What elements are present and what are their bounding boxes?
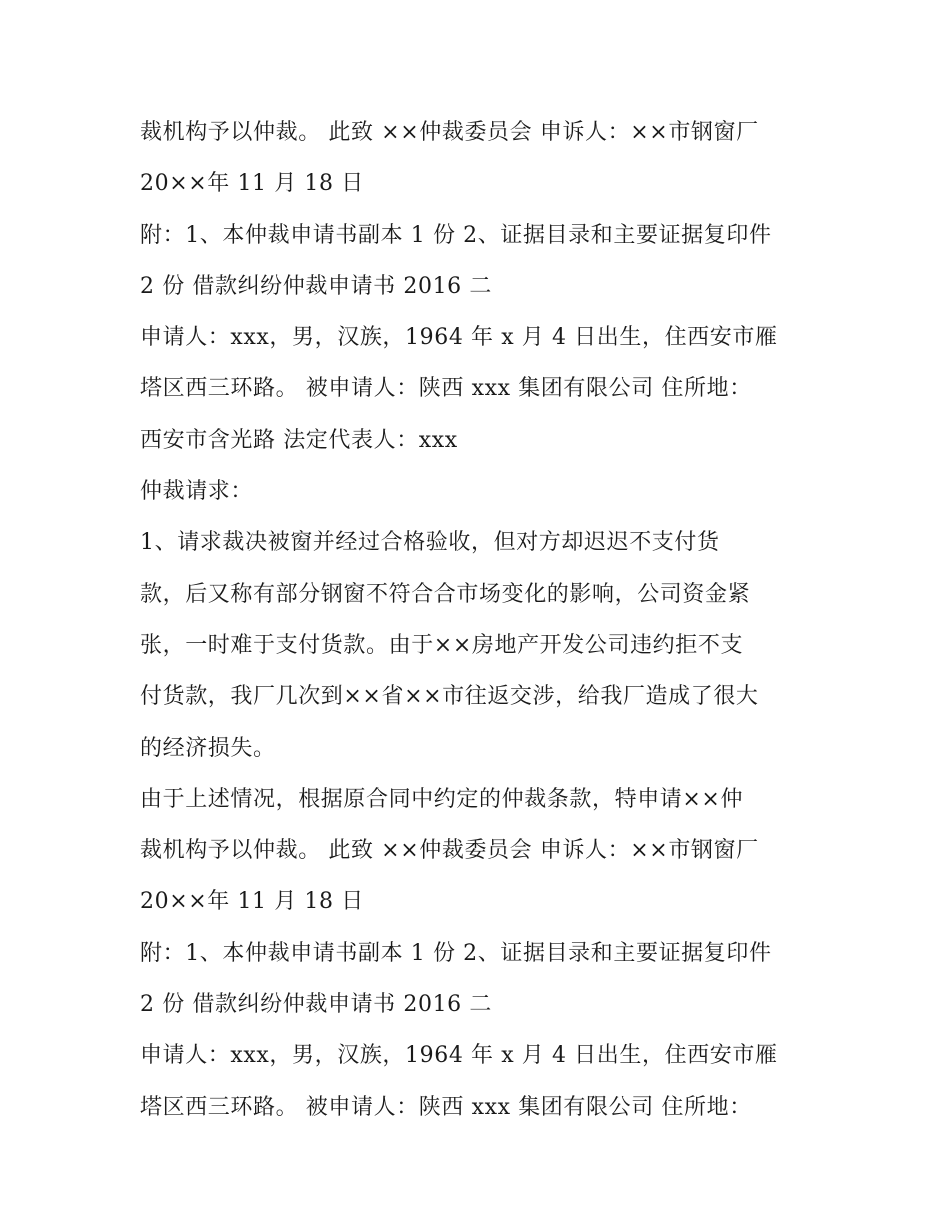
text-line: 的经济损失。	[140, 735, 276, 761]
text-line: 西安市含光路 法定代表人：xxx	[140, 427, 458, 453]
text-line: 20××年 11 月 18 日	[140, 889, 364, 915]
text-line: 塔区西三环路。 被申请人：陕西 xxx 集团有限公司 住所地：	[140, 376, 752, 402]
document-body	[140, 107, 830, 1133]
text-line: 款，后又称有部分钢窗不符合合市场变化的影响，公司资金紧	[140, 581, 751, 607]
section-heading: 仲裁请求：	[140, 479, 254, 505]
text-line: 附：1、本仲裁申请书副本 1 份 2、证据目录和主要证据复印件	[140, 222, 772, 248]
text-line: 裁机构予以仲裁。 此致 ××仲裁委员会 申诉人：××市钢窗厂	[140, 120, 759, 145]
text-line: 裁机构予以仲裁。 此致 ××仲裁委员会 申诉人：××市钢窗厂	[140, 838, 759, 864]
text-line: 张，一时难于支付货款。由于××房地产开发公司违约拒不支	[140, 632, 744, 658]
text-line: 1、请求裁决被窗并经过合格验收，但对方却迟迟不支付货	[140, 530, 720, 556]
text-line: 2 份 借款纠纷仲裁申请书 2016 二	[140, 273, 492, 299]
text-line: 附：1、本仲裁申请书副本 1 份 2、证据目录和主要证据复印件	[140, 940, 772, 966]
text-line: 由于上述情况，根据原合同中约定的仲裁条款，特申请××仲	[140, 786, 744, 812]
text-line: 付货款，我厂几次到××省××市往返交涉，给我厂造成了很大	[140, 684, 759, 710]
text-line: 申请人：xxx，男，汉族，1964 年 x 月 4 日出生，住西安市雁	[140, 1043, 778, 1069]
text-line: 申请人：xxx，男，汉族，1964 年 x 月 4 日出生，住西安市雁	[140, 325, 778, 351]
text-line: 2 份 借款纠纷仲裁申请书 2016 二	[140, 992, 492, 1018]
text-line: 20××年 11 月 18 日	[140, 171, 364, 197]
text-line: 塔区西三环路。 被申请人：陕西 xxx 集团有限公司 住所地：	[140, 1094, 752, 1120]
